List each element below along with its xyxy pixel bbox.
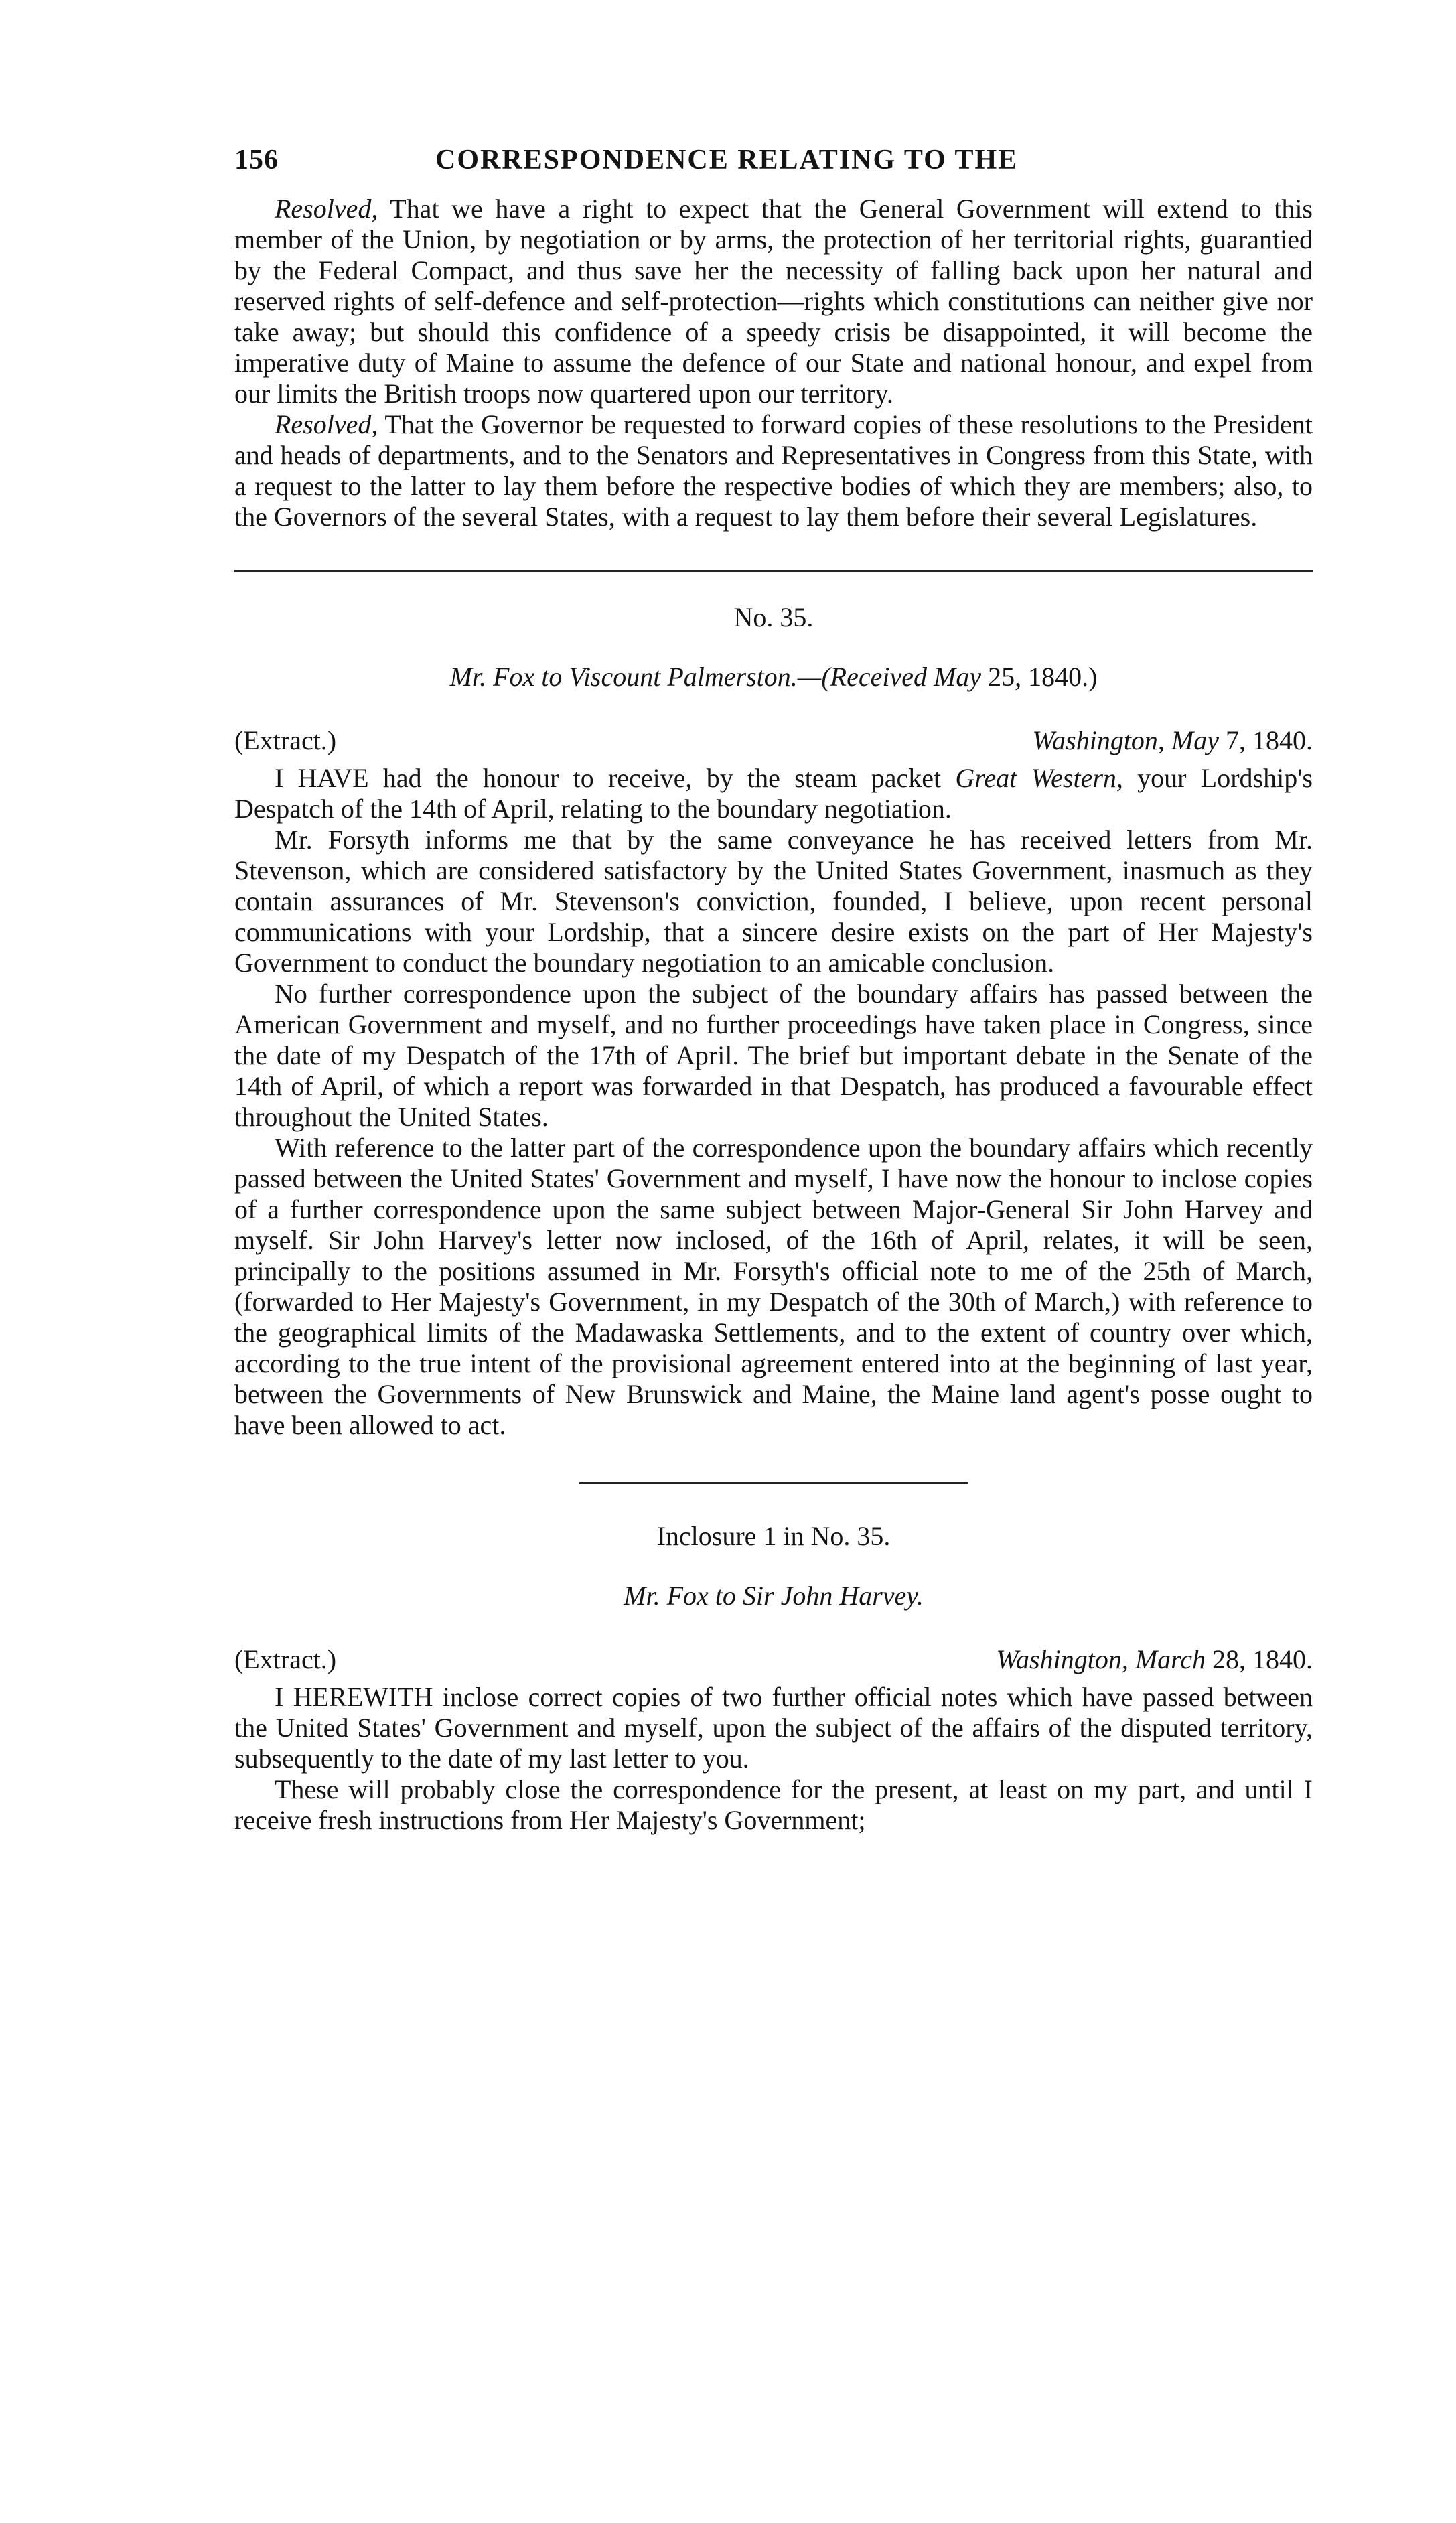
letter-title bbox=[234, 661, 1313, 693]
ship-name: Great Western, bbox=[955, 763, 1123, 793]
place-date-year: 7, 1840. bbox=[1219, 725, 1313, 755]
section-divider bbox=[234, 570, 1313, 572]
page-header bbox=[234, 144, 1313, 184]
document-number: No. 35. bbox=[733, 602, 814, 632]
letter-paragraph-3: No further correspondence upon the subject of the boundary affairs has passed between the American Government and myself, and no further proceedings have taken place in Congress, since the date of my Despatch of the 17th of April. The brief but important debate in the Senate of the 14th of April, of which a report was forwarded in that Despatch, has produced a favourable effect throughout the United States. bbox=[234, 979, 1313, 1132]
extract-label: (Extract.) bbox=[234, 725, 337, 755]
resolution-1-text: That we have a right to expect that the General Government will extend to this member of the Union, by negotiation or by arms, the protection of her territorial rights, guarantied by the Federal Compact, and thus save her the necessity of falling back upon her natural and reserved rights of self-defence and self-protection—rights which constitutions can neither give nor take away; but should this confidence of a speedy crisis be disappointed, it will become the imperative duty of Maine to assume the defence of our State and national honour, and expel from our limits the British troops now quartered upon our territory. bbox=[234, 194, 1313, 409]
letter-paragraph-1-start: I HAVE had the honour to receive, by the steam packet bbox=[275, 763, 956, 793]
resolution-2-text: That the Governor be requested to forward copies of these resolutions to the President and heads of departments, and to the Senators and Representatives in Congress from this State, with a request to the latter to lay them before the respective bodies of which they are members; also, to the Governors of the several States, with a request to lay them before their several Legislatures. bbox=[234, 409, 1313, 532]
place-date bbox=[1032, 725, 1313, 756]
inclosure-heading: Inclosure 1 in No. 35. bbox=[656, 1521, 891, 1551]
resolved-label: Resolved, bbox=[275, 194, 378, 224]
inclosure-divider bbox=[579, 1482, 968, 1484]
place-date-italic: Washington, May bbox=[1032, 725, 1219, 755]
letter-paragraph-1-end: your Lordship's Despatch of the 14th of April, relating to the boundary negotiation. bbox=[234, 763, 1313, 824]
letter-paragraph-4: With reference to the latter part of the correspondence upon the boundary affairs which recently passed between the United States' Government and myself, I have now the honour to inclose copies of a further correspondence upon the same subject between Major-General Sir John Harvey and myself. Sir John Harvey's letter now inclosed, of the 16th of April, relates, it will be seen, principally to the positions assumed in Mr. Forsyth's official note to me of the 25th of March, (forwarded to Her Majesty's Government, in my Despatch of the 30th of March,) with reference to the geographical limits of the Madawaska Settlements, and to the extent of country over which, according to the true intent of the provisional agreement entered into at the beginning of last year, between the Governments of New Brunswick and Maine, the Maine land agent's posse ought to have been allowed to act. bbox=[234, 1133, 1313, 1440]
inclosure-title: Mr. Fox to Sir John Harvey. bbox=[624, 1581, 924, 1611]
page-number: 156 bbox=[234, 145, 279, 175]
running-head: CORRESPONDENCE RELATING TO THE bbox=[435, 145, 1019, 175]
inclosure-paragraph-2: These will probably close the correspondence for the present, at least on my part, and until I receive fresh instructions from Her Majesty's Government; bbox=[234, 1774, 1313, 1835]
inclosure-dateline bbox=[234, 1644, 1313, 1675]
letter-title-date: 25, 1840.) bbox=[981, 662, 1098, 692]
letter-title-italic: Mr. Fox to Viscount Palmerston.—(Received May bbox=[449, 662, 982, 692]
resolved-label: Resolved, bbox=[275, 409, 378, 439]
letter-paragraph-2: Mr. Forsyth informs me that by the same conveyance he has received letters from Mr. Stevenson, which are considered satisfactory by the United States Government, inasmuch as they contain assurances of Mr. Stevenson's conviction, founded, I believe, upon recent personal communications with your Lordship, that a sincere desire exists on the part of Her Majesty's Government to conduct the boundary negotiation to an amicable conclusion. bbox=[234, 824, 1313, 978]
extract-label: (Extract.) bbox=[234, 1644, 337, 1674]
place-date-italic: Washington, March bbox=[996, 1644, 1206, 1674]
letter-paragraph-1 bbox=[234, 763, 1313, 824]
extract-dateline bbox=[234, 725, 1313, 756]
document-page bbox=[234, 144, 1313, 1836]
resolution-paragraph-2 bbox=[234, 409, 1313, 532]
place-date bbox=[996, 1644, 1313, 1675]
inclosure-paragraph-1: I HEREWITH inclose correct copies of two further official notes which have passed between the United States' Government and myself, upon the subject of the affairs of the disputed territory, subsequently to the date of my last letter to you. bbox=[234, 1682, 1313, 1774]
resolution-paragraph-1 bbox=[234, 194, 1313, 409]
place-date-year: 28, 1840. bbox=[1206, 1644, 1313, 1674]
